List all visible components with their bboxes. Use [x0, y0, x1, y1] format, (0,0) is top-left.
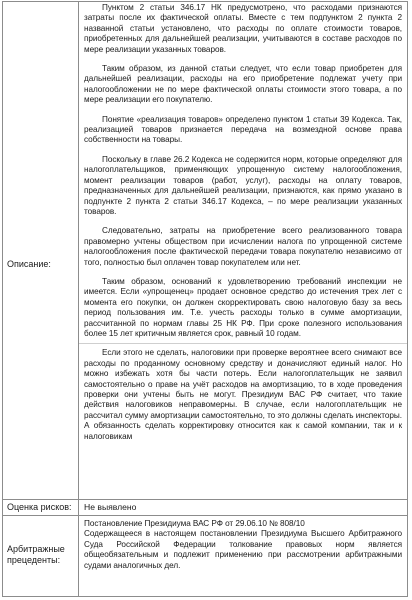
risk-row: [3, 499, 407, 516]
arbitration-label-cell: [3, 516, 79, 596]
arbitration-value-cell: [79, 516, 407, 596]
risk-value: Не выявлено: [84, 502, 137, 512]
description-value-cell: [79, 2, 407, 499]
description-paragraph: Если этого не сделать, налоговики при проверке вероятнее всего снимают все расходы по проданному основному средству и доначисляют единый налог. Но можно избежать хотя бы части потерь. Если налогоплательщик не заявил самостоятельно о праве на учёт расходов на амортизацию, то в ходе проведения проверки они учтены быть не могут. Президиум ВАС РФ считает, что такие действия налоговиков неправомерны. В случае, если налогоплательщик не рассчитал сумму амортизации самостоятельно, то это должны сделать инспекторы. А обязанность сделать корректировку относится как к самой компании, так и к налоговикам: [84, 348, 402, 441]
description-paragraph: Пунктом 2 статьи 346.17 НК предусмотрено, что расходами признаются затраты после их фактической оплаты. Вместе с тем подпунктом 2 пункта 2 названной статьи установлено, что расходы по оплате стоимости товаров, приобретенных для дальнейшей реализации, учитываются в составе расходов по мере реализации указанных товаров.: [84, 3, 402, 54]
description-label: Описание:: [7, 259, 51, 269]
risk-label-cell: [3, 500, 79, 516]
risk-value-cell: [79, 500, 407, 516]
description-paragraph: Поскольку в главе 26.2 Кодекса не содержится норм, которые определяют для налогоплательщиков, применяющих упрощенную систему налогообложения, момент реализации товаров (работ, услуг), расходы на оплату товаров, предназначенных для дальнейшей реализации, признаются, как прямо указано в подпункте 2 пункта 2 статьи 346.17 Кодекса, – по мере реализации указанных товаров.: [84, 154, 402, 216]
arbitration-label: Арбитражные прецеденты:: [7, 544, 65, 565]
description-paragraph: Понятие «реализация товаров» определено пунктом 1 статьи 39 Кодекса. Так, реализацией товаров признается передача на возмездной основе права собственности на товары.: [84, 114, 402, 145]
description-paragraph: Таким образом, из данной статьи следует, что если товар приобретен для дальнейшей реализации, расходы на его приобретение подлежат учету при налогообложении не по мере фактической оплаты стоимости этого товара, а по мере реализации его покупателю.: [84, 64, 402, 105]
info-table: [2, 1, 408, 597]
description-paragraph: Следовательно, затраты на приобретение всего реализованного товара правомерно учтены обществом при исчислении налога по упрощенной системе налогообложения после фактической передачи товара покупателю независимо от того, полностью был оплачен товар покупателем или нет.: [84, 226, 402, 267]
arbitration-row: [3, 515, 407, 596]
description-row: [3, 2, 407, 499]
description-paragraph: Таким образом, оснований к удовлетворению требований инспекции не имеется. Если «упрощенец» продает основное средство до истечения трех лет с момента его покупки, он должен скорректировать свою налоговую базу за весь период пользования им. Т.е. учесть расходы только в сумме амортизации, рассчитанной по нормам главы 25 НК РФ. При сроке полезного использования более 15 лет критичным является срок, равный 10 годам.: [84, 276, 402, 338]
risk-label: Оценка рисков:: [7, 502, 72, 512]
arbitration-text: Содержащееся в настоящем постановлении Президиума Высшего Арбитражного Суда Российской Федерации толкование правовых норм является общеобязательным и подлежит применению при рассмотрении арбитражными судами аналогичных дел.: [84, 529, 402, 570]
arbitration-title: Постановление Президиума ВАС РФ от 29.06.10 № 808/10: [84, 519, 305, 528]
description-label-cell: [3, 2, 79, 499]
paragraph-divider: [79, 343, 407, 344]
